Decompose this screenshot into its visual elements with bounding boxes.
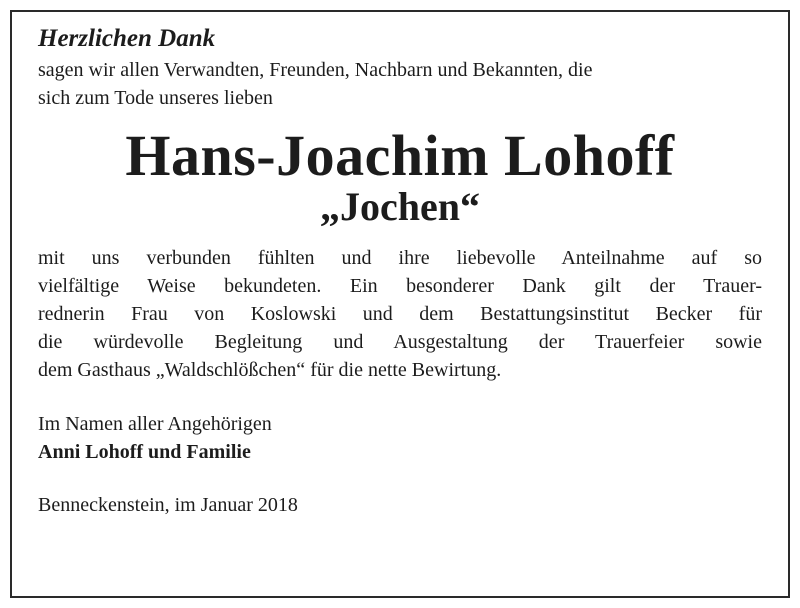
- body-line: vielfältige Weise bekundeten. Ein besonderer Dank gilt der Trauer-: [38, 275, 762, 297]
- on-behalf-text: Im Namen aller Angehörigen: [38, 413, 272, 435]
- deceased-name: Hans-Joachim Lohoff: [125, 123, 675, 188]
- intro-text: [38, 56, 762, 112]
- signer-name: Anni Lohoff und Familie: [38, 441, 251, 463]
- body-line: rednerin Frau von Koslowski und dem Bestattungsinstitut Becker für: [38, 303, 762, 325]
- body-line: die würdevolle Begleitung und Ausgestaltung der Trauerfeier sowie: [38, 331, 762, 353]
- intro-line: sich zum Tode unseres lieben: [38, 87, 273, 109]
- intro-line: sagen wir allen Verwandten, Freunden, Nachbarn und Bekannten, die: [38, 59, 593, 81]
- thanks-body: [38, 244, 762, 384]
- place-date: Benneckenstein, im Januar 2018: [38, 494, 298, 516]
- body-line: dem Gasthaus „Waldschlößchen“ für die nette Bewirtung.: [38, 359, 502, 381]
- notice-heading: Herzlichen Dank: [38, 25, 216, 52]
- obituary-notice: [38, 24, 762, 519]
- body-line: mit uns verbunden fühlten und ihre liebevolle Anteilnahme auf so: [38, 247, 762, 269]
- signature-block: [38, 410, 762, 466]
- deceased-nickname: „Jochen“: [320, 184, 480, 229]
